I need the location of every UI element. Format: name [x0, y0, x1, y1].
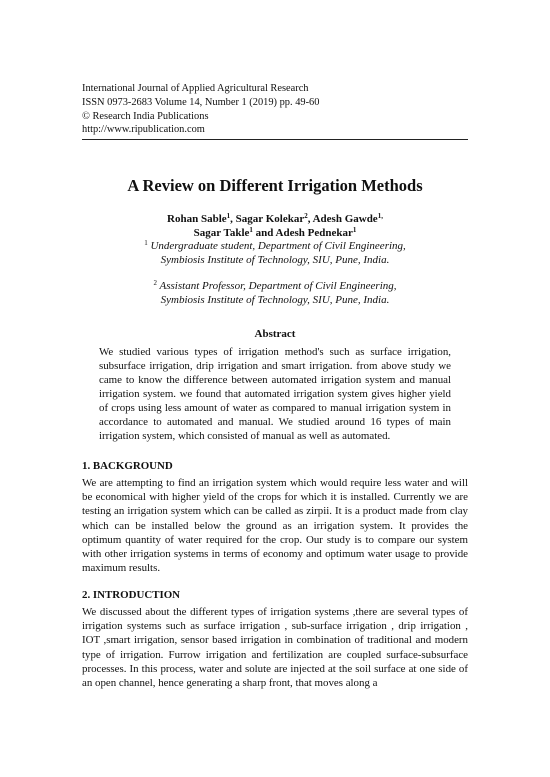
abstract-heading: Abstract — [254, 328, 296, 340]
journal-name: International Journal of Applied Agricultural Research — [82, 83, 309, 94]
affiliation-mark: 2 — [153, 279, 157, 287]
abstract-text: We studied various types of irrigation method's such as surface irrigation, subsurface irrigation, drip irrigation and smart irrigation. from above study we came to know the difference between automated irrigation system and manual irrigation system. we found that automated irrigation system gives higher yield of crops using less amount of water as compared to manual irrigation system in accordance to automated and manual. We studied around 16 types of main irrigation system, which consisted of manual as well as automated. — [99, 346, 451, 442]
author-line-2 — [0, 226, 550, 240]
author-name: , Sagar Kolekar — [230, 213, 305, 225]
author-affil-mark: 1 — [226, 212, 231, 220]
author-line-1 — [0, 212, 550, 226]
journal-header — [82, 82, 468, 140]
affiliation-2 — [0, 280, 550, 307]
section-text-background: We are attempting to find an irrigation system which would require less water and will be economical with higher yield of the crops for which it is installed. Currently we are testing an irrigation system which can be called as zirpii. It is a product made from clay which can be installed below the ground as an irrigation system. It provides the optimum quantity of water required for the crop. Our study is to compare our system with other irrigation systems in terms of economy and optimum water usage to provide maximum results. — [82, 477, 468, 575]
affiliation-1 — [0, 240, 550, 267]
section-heading-background: 1. BACKGROUND — [82, 460, 173, 472]
affiliation-line: $^2$ Assistant Professor, Department of Civil Engineering, — [153, 279, 397, 292]
author-affil-mark: 2 — [304, 212, 308, 220]
author-affil-mark: 1 — [249, 226, 253, 234]
author-list — [0, 212, 550, 240]
section-heading-introduction: 2. INTRODUCTION — [82, 589, 181, 601]
author-name: Sagar Takle — [193, 227, 250, 239]
affiliation-mark: 1 — [144, 239, 148, 247]
issn-line: ISSN 0973-2683 Volume 14, Number 1 (2019) pp. 49-60 — [82, 96, 320, 108]
journal-url[interactable]: http://www.ripublication.com — [82, 124, 205, 136]
affiliation-line: Symbiosis Institute of Technology, SIU, Pune, India. — [160, 293, 390, 306]
publisher-line: © Research India Publications — [82, 110, 209, 122]
author-name: , Adesh Gawde — [307, 213, 378, 225]
paper-title: A Review on Different Irrigation Methods — [127, 176, 423, 195]
author-affil-mark: 1 — [352, 226, 357, 234]
affiliation-line: Symbiosis Institute of Technology, SIU, Pune, India. — [160, 253, 390, 266]
affiliation-line: $^1$ Undergraduate student, Department of Civil Engineering, — [144, 239, 406, 252]
author-name: and Adesh Pednekar — [252, 227, 353, 239]
author-affil-mark: 1, — [377, 212, 383, 220]
section-text-introduction: We discussed about the different types of irrigation systems ,there are several types of irrigation systems such as surface irrigation , sub-surface irrigation , drip irrigation , IOT ,smart irrigation, sensor based irrigation in combination of traditional and modern type of irrigation. Furrow irrigation and fertilization are coupled surface-subsurface processes. In this process, water and solute are injected at the soil surface at one side of an open channel, hence generating a sharp front, that moves along a — [82, 606, 468, 690]
author-name: Rohan Sable — [167, 213, 227, 225]
